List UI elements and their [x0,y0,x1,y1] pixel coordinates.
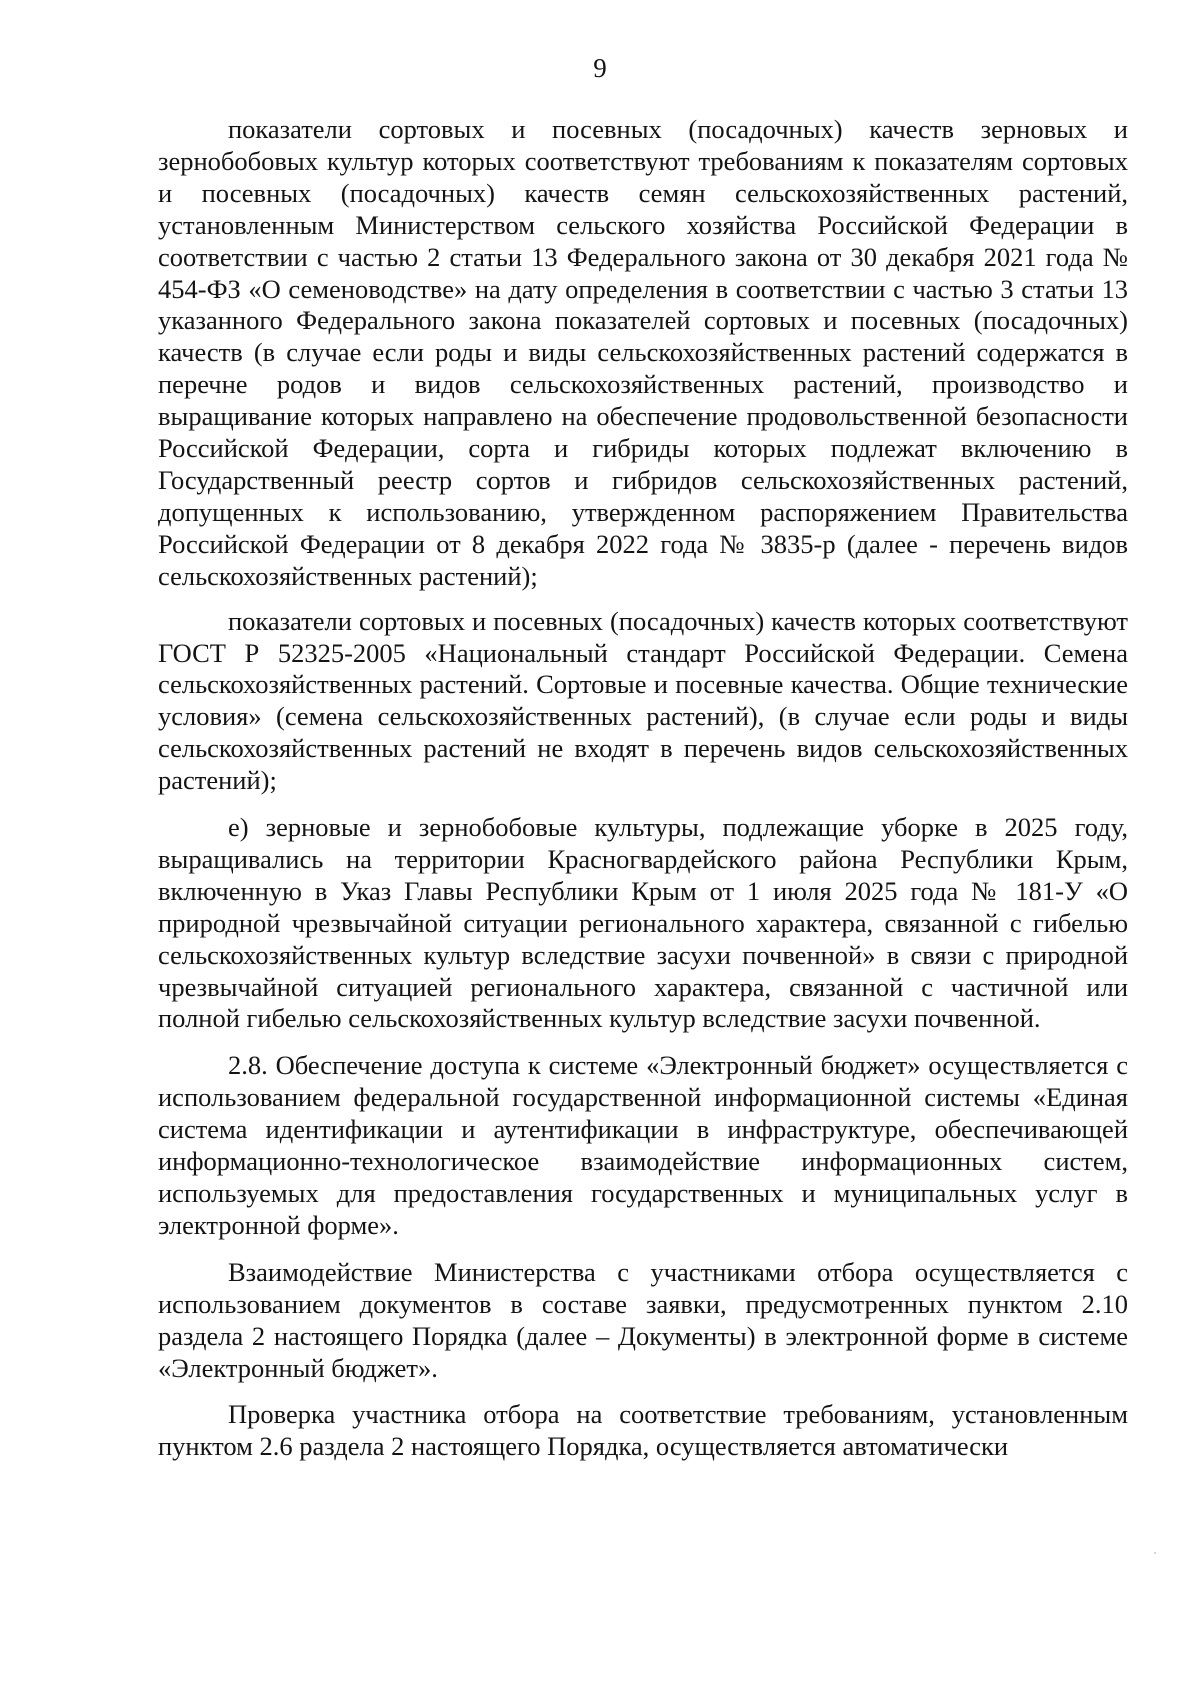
paragraph-ministry-interaction: Взаимодействие Министерства с участниками отбора осуществляется с использованием документов в составе заявки, предусмотренных пунктом 2.10 раздела 2 настоящего Порядка (далее – Документы) в электронной форме в системе «Электронный бюджет». [158,1256,1128,1383]
page-number: 9 [593,53,607,83]
paragraph-crimea-drought-territory: е) зерновые и зернобобовые культуры, подлежащие уборке в 2025 году, выращивались на территории Красногвардейского района Республики Крым, включенную в Указ Главы Республики Крым от 1 июля 2025 года № 181-У «О природной чрезвычайной ситуации регионального характера, связанной с гибелью сельскохозяйственных культур вследствие засухи почвенной» в связи с природной чрезвычайной ситуацией регионального характера, связанной с частичной или полной гибелью сельскохозяйственных культур вследствие засухи почвенной. [158,812,1128,1034]
paragraph-participant-verification: Проверка участника отбора на соответствие требованиям, установленным пунктом 2.6 раздела 2 настоящего Порядка, осуществляется автоматически [158,1399,1128,1462]
paragraph-variety-quality-requirements: показатели сортовых и посевных (посадочных) качеств зерновых и зернобобовых культур которых соответствуют требованиям к показателям сортовых и посевных (посадочных) качеств семян сельскохозяйственных растений, установленным Министерством сельского хозяйства Российской Федерации в соответствии с частью 2 статьи 13 Федерального закона от 30 декабря 2021 года № 454-ФЗ «О семеноводстве» на дату определения в соответствии с частью 3 статьи 13 указанного Федерального закона показателей сортовых и посевных (посадочных) качеств (в случае если роды и виды сельскохозяйственных растений содержатся в перечне родов и видов сельскохозяйственных растений, производство и выращивание которых направлено на обеспечение продовольственной безопасности Российской Федерации, сорта и гибриды которых подлежат включению в Государственный реестр сортов и гибридов сельскохозяйственных растений, допущенных к использованию, утвержденном распоряжением Правительства Российской Федерации от 8 декабря 2022 года № 3835-р (далее - перечень видов сельскохозяйственных растений); [158,114,1128,591]
paragraph-electronic-budget-access: 2.8. Обеспечение доступа к системе «Электронный бюджет» осуществляется с использованием федеральной государственной информационной системы «Единая система идентификации и аутентификации в инфраструктуре, обеспечивающей информационно-технологическое взаимодействие информационных систем, используемых для предоставления государственных и муниципальных услуг в электронной форме». [158,1050,1128,1240]
scan-speck [1154,1552,1156,1554]
paragraph-gost-requirements: показатели сортовых и посевных (посадочных) качеств которых соответствуют ГОСТ Р 52325-2005 «Национальный стандарт Российской Федерации. Семена сельскохозяйственных растений. Сортовые и посевные качества. Общие технические условия» (семена сельскохозяйственных растений), (в случае если роды и виды сельскохозяйственных растений не входят в перечень видов сельскохозяйственных растений); [158,605,1128,796]
document-body [158,114,1128,1463]
